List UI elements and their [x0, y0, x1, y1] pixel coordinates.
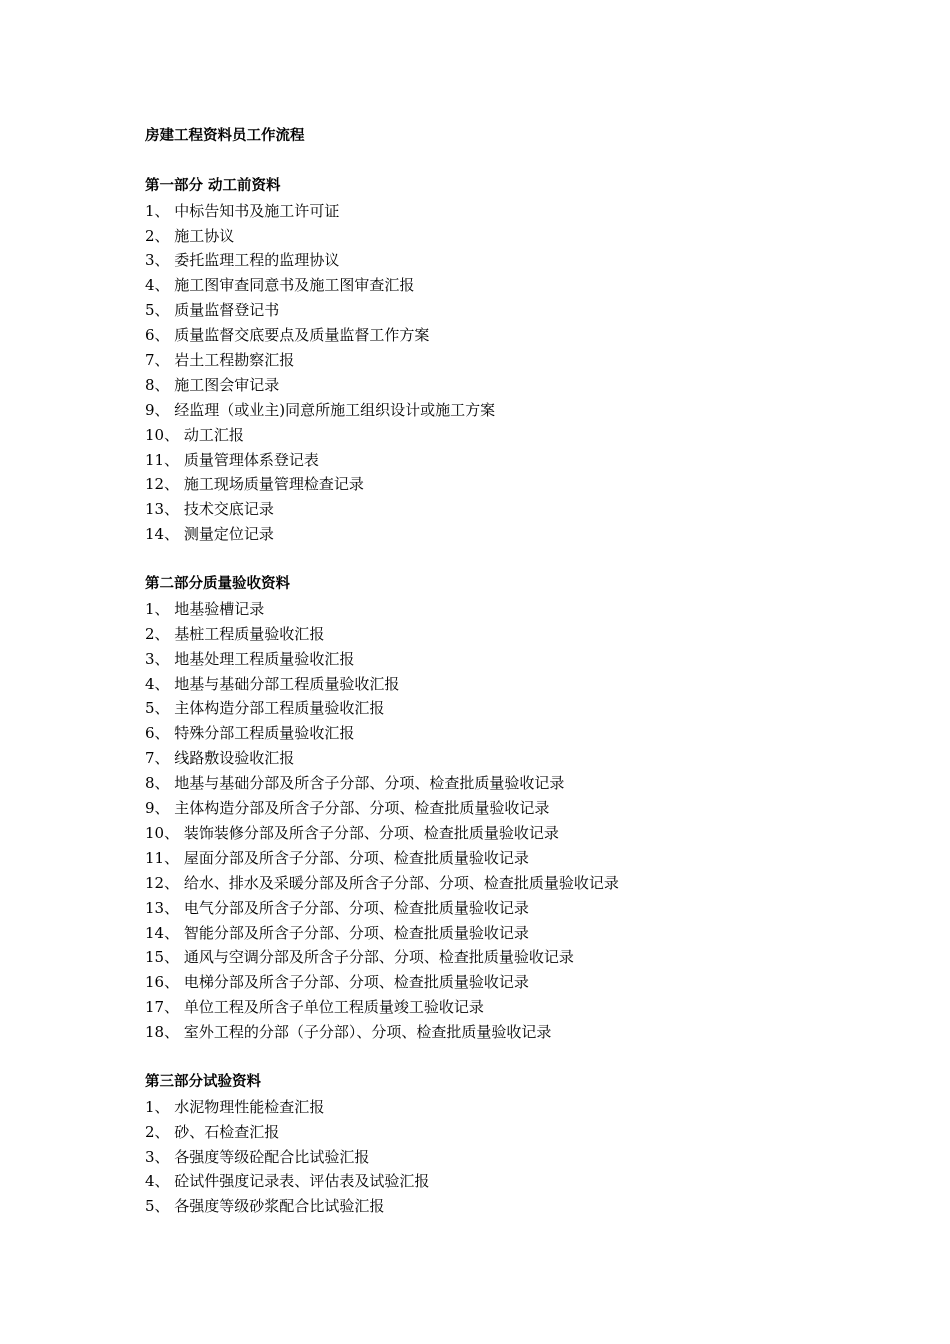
section-2-item: 5、 主体构造分部工程质量验收汇报: [145, 699, 385, 718]
section-1-item: 2、 施工协议: [145, 226, 235, 245]
section-1-item: 5、 质量监督登记书: [145, 301, 280, 320]
section-2-item: 15、 通风与空调分部及所含子分部、分项、检查批质量验收记录: [145, 948, 574, 967]
section-2-item: 4、 地基与基础分部工程质量验收汇报: [145, 674, 400, 693]
section-1-item: 8、 施工图会审记录: [145, 375, 280, 394]
spacer: [145, 149, 865, 174]
section-2-item: 18、 室外工程的分部（子分部）、分项、检查批质量验收记录: [145, 1023, 552, 1042]
section-2-item: 11、 屋面分部及所含子分部、分项、检查批质量验收记录: [145, 848, 529, 867]
section-1-item: 1、 中标告知书及施工许可证: [145, 201, 340, 220]
section-2-item: 8、 地基与基础分部及所含子分部、分项、检查批质量验收记录: [145, 774, 565, 793]
section-3-item: 2、 砂、石检查汇报: [145, 1122, 280, 1141]
section-2-item: 9、 主体构造分部及所含子分部、分项、检查批质量验收记录: [145, 799, 550, 818]
section-1-item: 11、 质量管理体系登记表: [145, 450, 319, 469]
section-1-item: 4、 施工图审查同意书及施工图审查汇报: [145, 276, 415, 295]
spacer: [145, 1045, 865, 1070]
section-2-item: 12、 给水、排水及采暖分部及所含子分部、分项、检查批质量验收记录: [145, 873, 619, 892]
section-1-title: 第一部分 动工前资料: [145, 177, 281, 194]
section-1-item: 12、 施工现场质量管理检查记录: [145, 475, 364, 494]
section-2-item: 13、 电气分部及所含子分部、分项、检查批质量验收记录: [145, 898, 529, 917]
section-3-item: 4、 砼试件强度记录表、评估表及试验汇报: [145, 1172, 430, 1191]
section-1-item: 9、 经监理（或业主)同意所施工组织设计或施工方案: [145, 400, 496, 419]
section-1-item: 10、 动工汇报: [145, 425, 244, 444]
section-1-item: 6、 质量监督交底要点及质量监督工作方案: [145, 326, 430, 345]
section-2-item: 17、 单位工程及所含子单位工程质量竣工验收记录: [145, 998, 484, 1017]
section-2-item: 2、 基桩工程质量验收汇报: [145, 624, 325, 643]
document-title: 房建工程资料员工作流程: [145, 128, 305, 144]
section-3-item: 3、 各强度等级砼配合比试验汇报: [145, 1147, 370, 1166]
section-2-item: 10、 装饰装修分部及所含子分部、分项、检查批质量验收记录: [145, 823, 559, 842]
section-1-item: 3、 委托监理工程的监理协议: [145, 251, 340, 270]
section-2-item: 3、 地基处理工程质量验收汇报: [145, 649, 355, 668]
section-1-item: 13、 技术交底记录: [145, 500, 274, 519]
spacer: [145, 547, 865, 572]
section-3-item: 1、 水泥物理性能检查汇报: [145, 1097, 325, 1116]
section-2-item: 16、 电梯分部及所含子分部、分项、检查批质量验收记录: [145, 973, 529, 992]
section-2-item: 1、 地基验槽记录: [145, 599, 265, 618]
section-2-item: 7、 线路敷设验收汇报: [145, 749, 295, 768]
document-body: [145, 124, 865, 1219]
section-2-item: 14、 智能分部及所含子分部、分项、检查批质量验收记录: [145, 923, 529, 942]
section-3-title: 第三部分试验资料: [145, 1073, 261, 1090]
section-1-item: 14、 测量定位记录: [145, 525, 274, 544]
section-3-item: 5、 各强度等级砂浆配合比试验汇报: [145, 1197, 385, 1216]
section-2-title: 第二部分质量验收资料: [145, 576, 290, 593]
section-1-item: 7、 岩土工程勘察汇报: [145, 351, 295, 370]
section-2-item: 6、 特殊分部工程质量验收汇报: [145, 724, 355, 743]
